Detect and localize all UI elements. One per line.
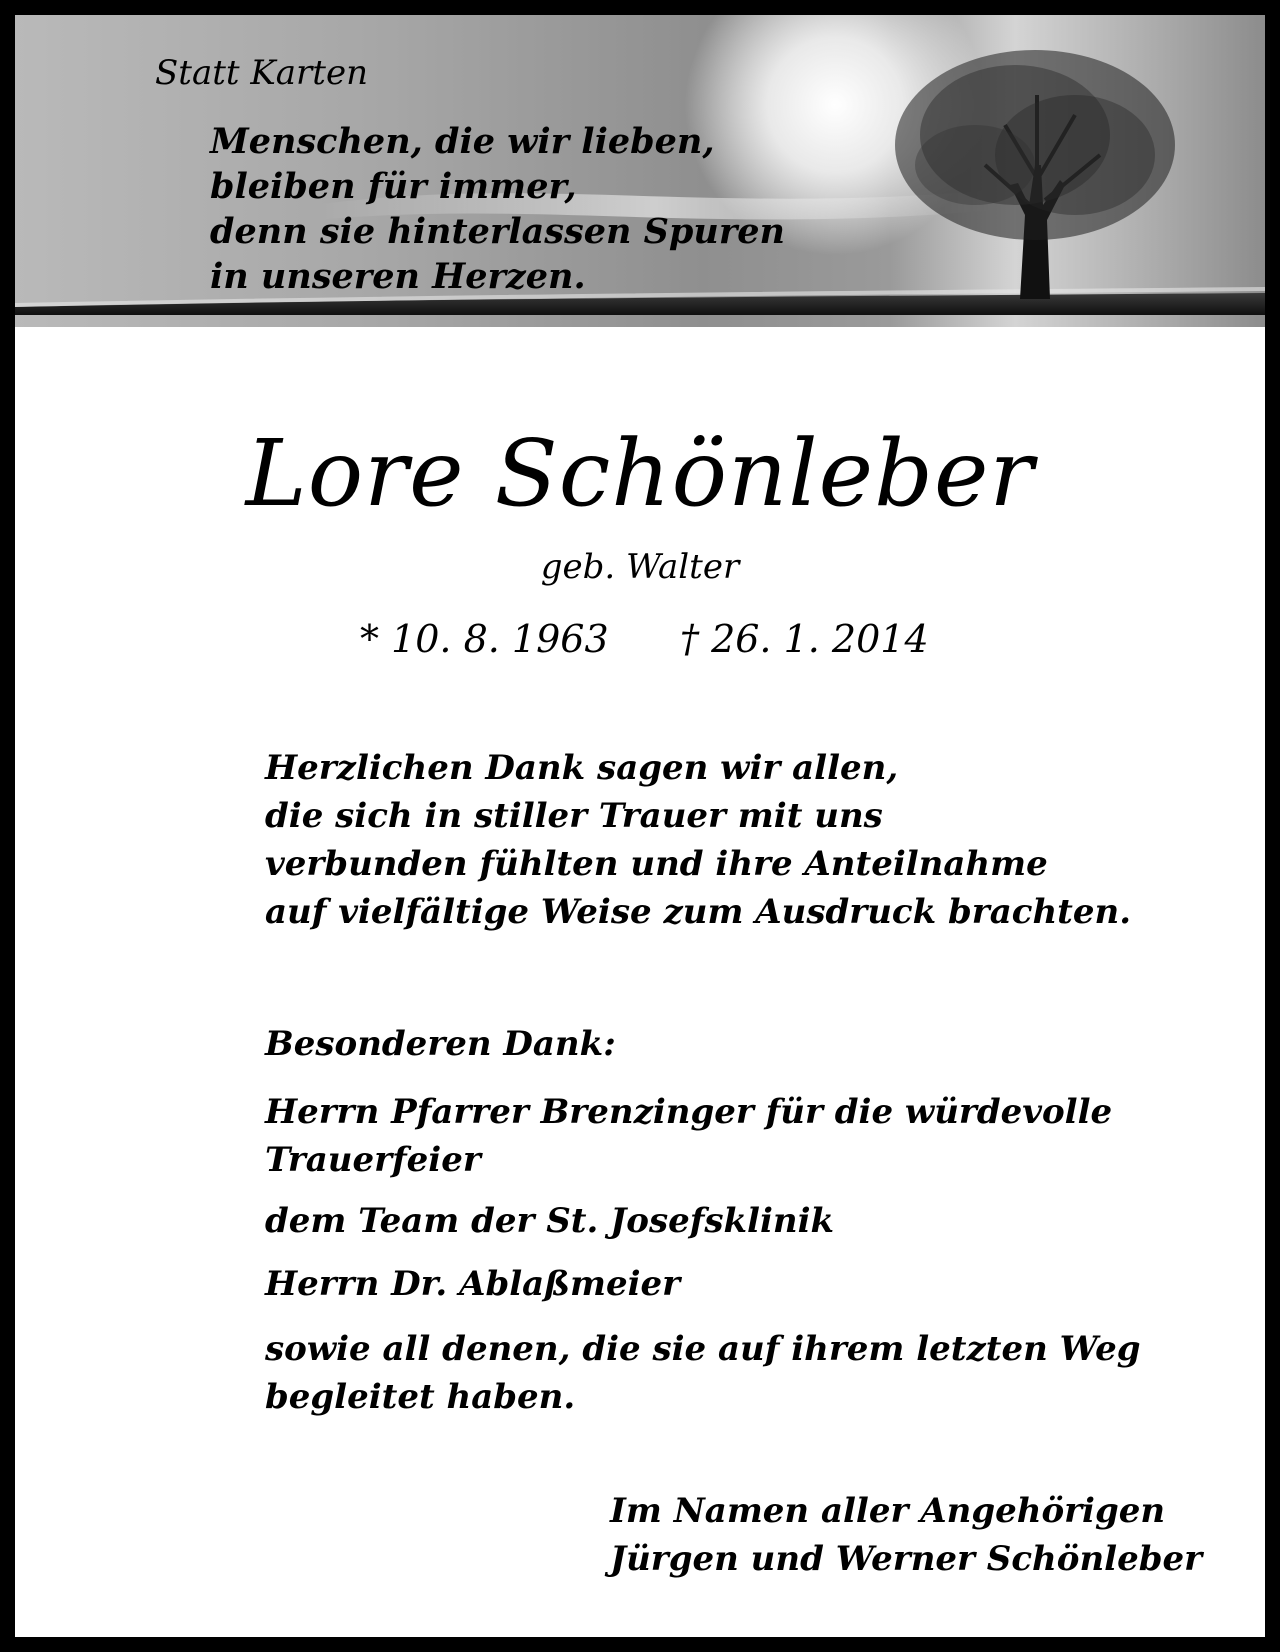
deceased-name: Lore Schönleber bbox=[245, 420, 1035, 527]
birth-name: geb. Walter bbox=[540, 547, 740, 587]
special-thanks-item: Herrn Dr. Ablaßmeier bbox=[265, 1264, 681, 1304]
signature-line: Jürgen und Werner Schönleber bbox=[610, 1539, 1203, 1579]
poem-line: bleiben für immer, bbox=[210, 166, 577, 207]
kicker-text: Statt Karten bbox=[155, 53, 368, 93]
birth-date: * 10. 8. 1963 bbox=[360, 617, 609, 661]
special-thanks-item bbox=[265, 1325, 1140, 1421]
special-thanks-line: sowie all denen, die sie auf ihrem letzten Weg bbox=[265, 1329, 1141, 1369]
special-thanks-item: dem Team der St. Josefsklinik bbox=[265, 1201, 835, 1241]
thanks-line: auf vielfältige Weise zum Ausdruck brachten. bbox=[265, 892, 1132, 932]
signature bbox=[610, 1487, 1202, 1583]
thanks-line: verbunden fühlten und ihre Anteilnahme bbox=[265, 844, 1048, 884]
special-thanks-line: begleitet haben. bbox=[265, 1377, 576, 1417]
header-banner bbox=[15, 15, 1265, 327]
special-thanks-heading: Besonderen Dank: bbox=[265, 1024, 616, 1064]
special-thanks-line: Trauerfeier bbox=[265, 1140, 481, 1180]
poem-line: denn sie hinterlassen Spuren bbox=[210, 211, 785, 252]
thanks-paragraph bbox=[265, 744, 1131, 936]
death-date: † 26. 1. 2014 bbox=[680, 617, 929, 661]
poem-line: Menschen, die wir lieben, bbox=[210, 121, 715, 162]
thanks-line: Herzlichen Dank sagen wir allen, bbox=[265, 748, 899, 788]
special-thanks-item bbox=[265, 1088, 1112, 1184]
poem-line: in unseren Herzen. bbox=[210, 256, 586, 297]
thanks-line: die sich in stiller Trauer mit uns bbox=[265, 796, 883, 836]
signature-line: Im Namen aller Angehörigen bbox=[610, 1491, 1166, 1531]
special-thanks-line: Herrn Pfarrer Brenzinger für die würdevolle bbox=[265, 1092, 1113, 1132]
poem bbox=[210, 119, 785, 299]
